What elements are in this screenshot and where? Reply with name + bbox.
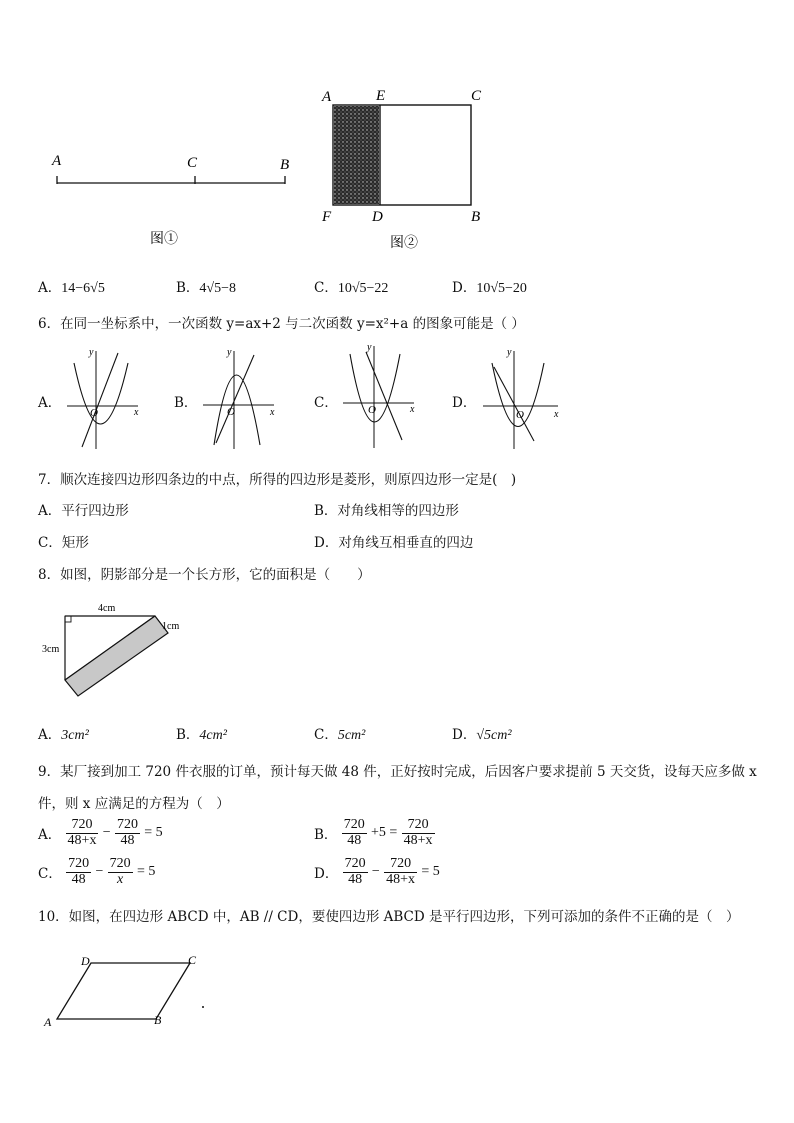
- option-letter: D．: [452, 280, 477, 296]
- option-letter: D．: [452, 727, 477, 743]
- label-a: A: [44, 1015, 52, 1029]
- label-b: B: [280, 157, 290, 173]
- q6-graph-c[interactable]: [338, 340, 420, 450]
- option-text: 10√5−20: [476, 281, 527, 296]
- operator: −: [95, 864, 104, 880]
- option-letter: B．: [314, 827, 338, 844]
- q6-letter-d[interactable]: D．: [452, 395, 477, 411]
- label-f: F: [322, 209, 332, 225]
- option-letter: D．: [314, 866, 339, 883]
- option-text: 4cm²: [199, 728, 227, 743]
- origin-label: O: [516, 409, 524, 421]
- q5-option-c[interactable]: [314, 276, 388, 297]
- numerator: 720: [109, 856, 131, 871]
- numerator: 720: [343, 817, 365, 832]
- option-letter: C．: [314, 280, 338, 296]
- operator: +5 =: [371, 825, 398, 841]
- parallelogram: [57, 963, 190, 1019]
- option-letter: C．: [314, 727, 338, 743]
- option-text: 4√5−8: [199, 281, 237, 296]
- denominator: 48: [348, 871, 363, 887]
- option-text: 3cm²: [61, 728, 89, 743]
- numerator: 720: [402, 818, 435, 834]
- label-top: 4cm: [98, 603, 116, 614]
- x-label: x: [410, 404, 415, 415]
- q7-option-b[interactable]: B．对角线相等的四边形: [314, 503, 459, 519]
- numerator: 720: [116, 817, 138, 832]
- right-angle-mark: [65, 616, 71, 622]
- line: [82, 353, 118, 447]
- origin-label: O: [90, 407, 98, 419]
- x-label: x: [554, 409, 559, 420]
- y-label: y: [89, 347, 94, 358]
- q8-option-d[interactable]: [452, 723, 512, 744]
- fraction-2: [402, 818, 435, 848]
- q10-figure-parallelogram: [40, 950, 220, 1030]
- label-b: B: [154, 1013, 162, 1027]
- x-label: x: [134, 407, 139, 418]
- figure-1-segment: [40, 145, 310, 255]
- q7-stem: 7．顺次连接四边形四条边的中点，所得的四边形是菱形，则原四边形一定是( ): [38, 472, 517, 488]
- q5-option-a[interactable]: [38, 276, 105, 297]
- origin-label: O: [368, 404, 376, 416]
- numerator: 720: [384, 857, 417, 873]
- rhs: = 5: [421, 864, 440, 880]
- q5-option-b[interactable]: [176, 276, 236, 297]
- denominator: 48+x: [386, 871, 416, 887]
- label-c: C: [471, 88, 482, 104]
- q6-graph-b[interactable]: [198, 345, 280, 450]
- q8-option-a[interactable]: [38, 723, 89, 744]
- denominator: 48+x: [67, 832, 97, 848]
- denominator: x: [117, 871, 124, 887]
- q6-graph-a[interactable]: [62, 345, 144, 450]
- option-text: 10√5−22: [337, 281, 389, 296]
- rhs: = 5: [136, 864, 156, 880]
- label-right: 1cm: [162, 621, 180, 632]
- figure-1-caption: 图①: [150, 232, 178, 247]
- shaded-rectangle: [65, 616, 168, 696]
- label-c: C: [187, 155, 198, 171]
- q10-stem: 10．如图，在四边形 ABCD 中，AB // CD，要使四边形 ABCD 是平行四边形，下列可添加的条件不正确的是（ ）: [38, 909, 740, 925]
- fraction-1: [343, 857, 368, 887]
- fraction-2: [115, 818, 140, 848]
- q9-option-d[interactable]: [314, 857, 440, 887]
- fraction-1: [342, 818, 367, 848]
- option-text: 14−6√5: [61, 281, 105, 296]
- denominator: 48: [347, 832, 362, 848]
- operator: −: [102, 825, 111, 841]
- option-text: √5cm²: [476, 728, 512, 743]
- shaded-region: [334, 106, 379, 204]
- option-letter: A．: [38, 827, 62, 844]
- q8-option-b[interactable]: [176, 723, 227, 744]
- label-a: A: [322, 89, 332, 105]
- line: [366, 352, 402, 440]
- fraction-2: [108, 857, 133, 887]
- q9-option-b[interactable]: [314, 818, 435, 848]
- label-c: C: [188, 953, 197, 967]
- q6-letter-b[interactable]: B．: [174, 395, 198, 411]
- numerator: 720: [66, 818, 99, 834]
- figure-2-caption: 图②: [390, 236, 418, 251]
- fraction-1: [66, 857, 91, 887]
- operator: −: [371, 864, 380, 880]
- fraction-2: [384, 857, 417, 887]
- q7-option-c[interactable]: C．矩形: [38, 535, 89, 551]
- q7-option-d[interactable]: D．对角线互相垂直的四边: [314, 535, 474, 551]
- y-label: y: [507, 347, 512, 358]
- line: [216, 355, 254, 443]
- figure-2-rectangle: [318, 85, 493, 255]
- label-b: B: [471, 209, 481, 225]
- q6-letter-a[interactable]: A．: [38, 395, 62, 411]
- parabola: [74, 363, 128, 424]
- denominator: 48: [120, 832, 135, 848]
- option-text: 5cm²: [337, 728, 366, 743]
- q8-figure: [40, 598, 190, 703]
- option-letter: C．: [38, 866, 62, 883]
- label-d: D: [372, 209, 383, 225]
- stray-dot: [202, 1006, 204, 1008]
- y-label: y: [367, 342, 372, 353]
- label-a: A: [52, 153, 62, 169]
- q5-option-d[interactable]: [452, 276, 527, 297]
- q9-stem-line-1: 9．某厂接到加工 720 件衣服的订单，预计每天做 48 件，正好按时完成，后因客户要求提前 5 天交货，设每天应多做 x: [38, 764, 757, 780]
- q6-letter-c[interactable]: C．: [314, 395, 338, 411]
- q9-stem-line-2: 件，则 x 应满足的方程为（ ）: [38, 796, 230, 812]
- numerator: 720: [68, 856, 90, 871]
- q8-option-c[interactable]: [314, 723, 365, 744]
- parabola: [214, 375, 260, 445]
- option-letter: A．: [38, 280, 62, 296]
- label-left: 3cm: [42, 644, 60, 655]
- numerator: 720: [344, 856, 366, 871]
- rhs: = 5: [144, 825, 163, 841]
- q9-option-c[interactable]: [38, 857, 155, 887]
- q9-option-a[interactable]: [38, 818, 163, 848]
- option-letter: B．: [176, 727, 200, 743]
- denominator: 48+x: [403, 832, 433, 848]
- option-letter: B．: [176, 280, 200, 296]
- option-letter: A．: [38, 727, 62, 743]
- x-label: x: [270, 407, 275, 418]
- fraction-1: [66, 818, 99, 848]
- label-d: D: [81, 954, 90, 968]
- q8-stem: 8．如图，阴影部分是一个长方形，它的面积是（ ）: [38, 567, 371, 583]
- label-e: E: [376, 88, 386, 104]
- q7-option-a[interactable]: A．平行四边形: [38, 503, 129, 519]
- origin-label: O: [227, 406, 235, 418]
- y-label: y: [227, 347, 232, 358]
- q6-graph-d[interactable]: [478, 345, 566, 450]
- denominator: 48: [71, 871, 86, 887]
- q6-stem: 6．在同一坐标系中，一次函数 y=ax+2 与二次函数 y=x²+a 的图象可能是（ ）: [38, 316, 525, 332]
